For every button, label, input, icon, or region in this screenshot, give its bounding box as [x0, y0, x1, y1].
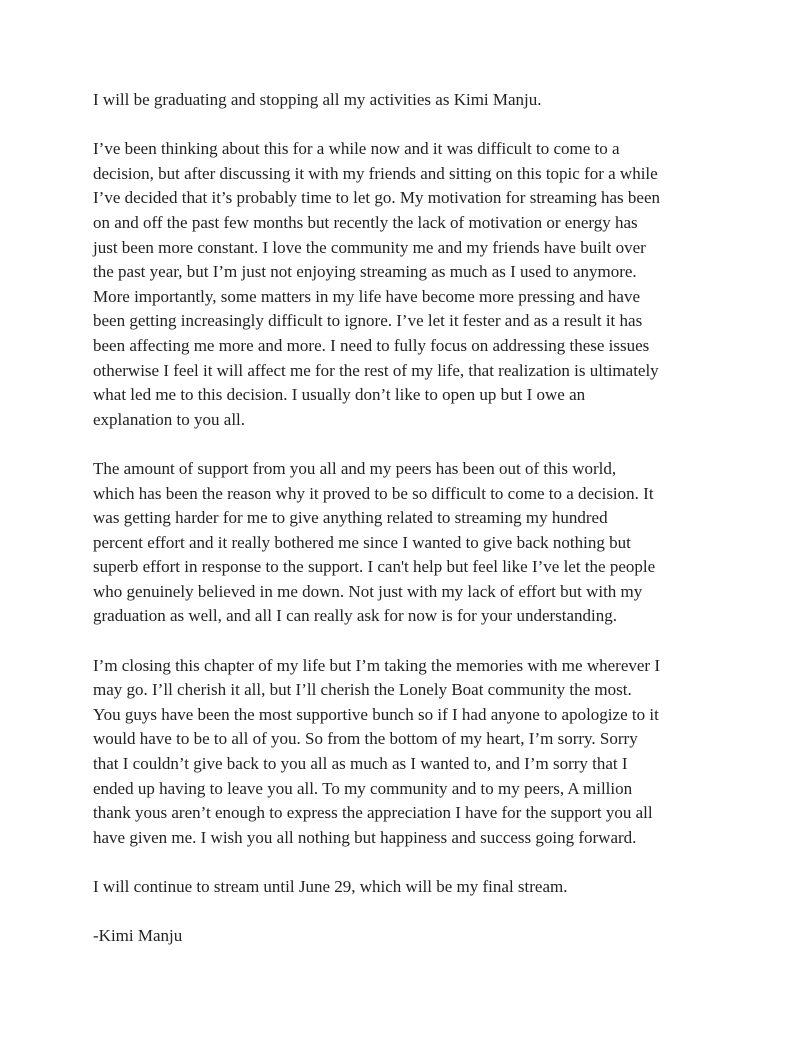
paragraph-final-stream: I will continue to stream until June 29, which will be my final stream. — [93, 877, 568, 896]
paragraph-reasons: I’ve been thinking about this for a while now and it was difficult to come to a decision, but after discussing it with my friends and sitting on this topic for a while I’ve decided that it’s probably time to let go. My motivation for streaming has been on and off the past few months but recently the lack of motivation or energy has just been more constant. I love the community me and my friends have built over the past year, but I’m just not enjoying streaming as much as I used to anymore. More importantly, some matters in my life have become more pressing and have been getting increasingly difficult to ignore. I’ve let it fester and as a result it has been affecting me more and more. I need to fully focus on addressing these issues otherwise I feel it will affect me for the rest of my life, that realization is ultimately what led me to this decision. I usually don’t like to open up but I owe an explanation to you all. — [93, 139, 661, 429]
signature: -Kimi Manju — [93, 926, 183, 946]
paragraph-support: The amount of support from you all and my peers has been out of this world, which has been the reason why it proved to be so difficult to come to a decision. It was getting harder for me to give anything related to streaming my hundred percent effort and it really bothered me since I wanted to give back nothing but superb effort in response to the support. I can't help but feel like I’ve let the people who genuinely believed in me down. Not just with my lack of effort but with my graduation as well, and all I can really ask for now is for your understanding. — [93, 458, 656, 626]
paragraph-opening: I will be graduating and stopping all my activities as Kimi Manju. — [93, 90, 542, 109]
announcement-document — [93, 88, 723, 949]
paragraph-farewell: I’m closing this chapter of my life but I’m taking the memories with me wherever I may go. I’ll cherish it all, but I’ll cherish the Lonely Boat community the most. You guys have been the most supportive bunch so if I had anyone to apologize to it would have to be to all of you. So from the bottom of my heart, I’m sorry. Sorry that I couldn’t give back to you all as much as I wanted to, and I’m sorry that I ended up having to leave you all. To my community and to my peers, A million thank yous aren’t enough to express the appreciation I have for the support you all have given me. I wish you all nothing but happiness and success going forward. — [93, 655, 660, 847]
